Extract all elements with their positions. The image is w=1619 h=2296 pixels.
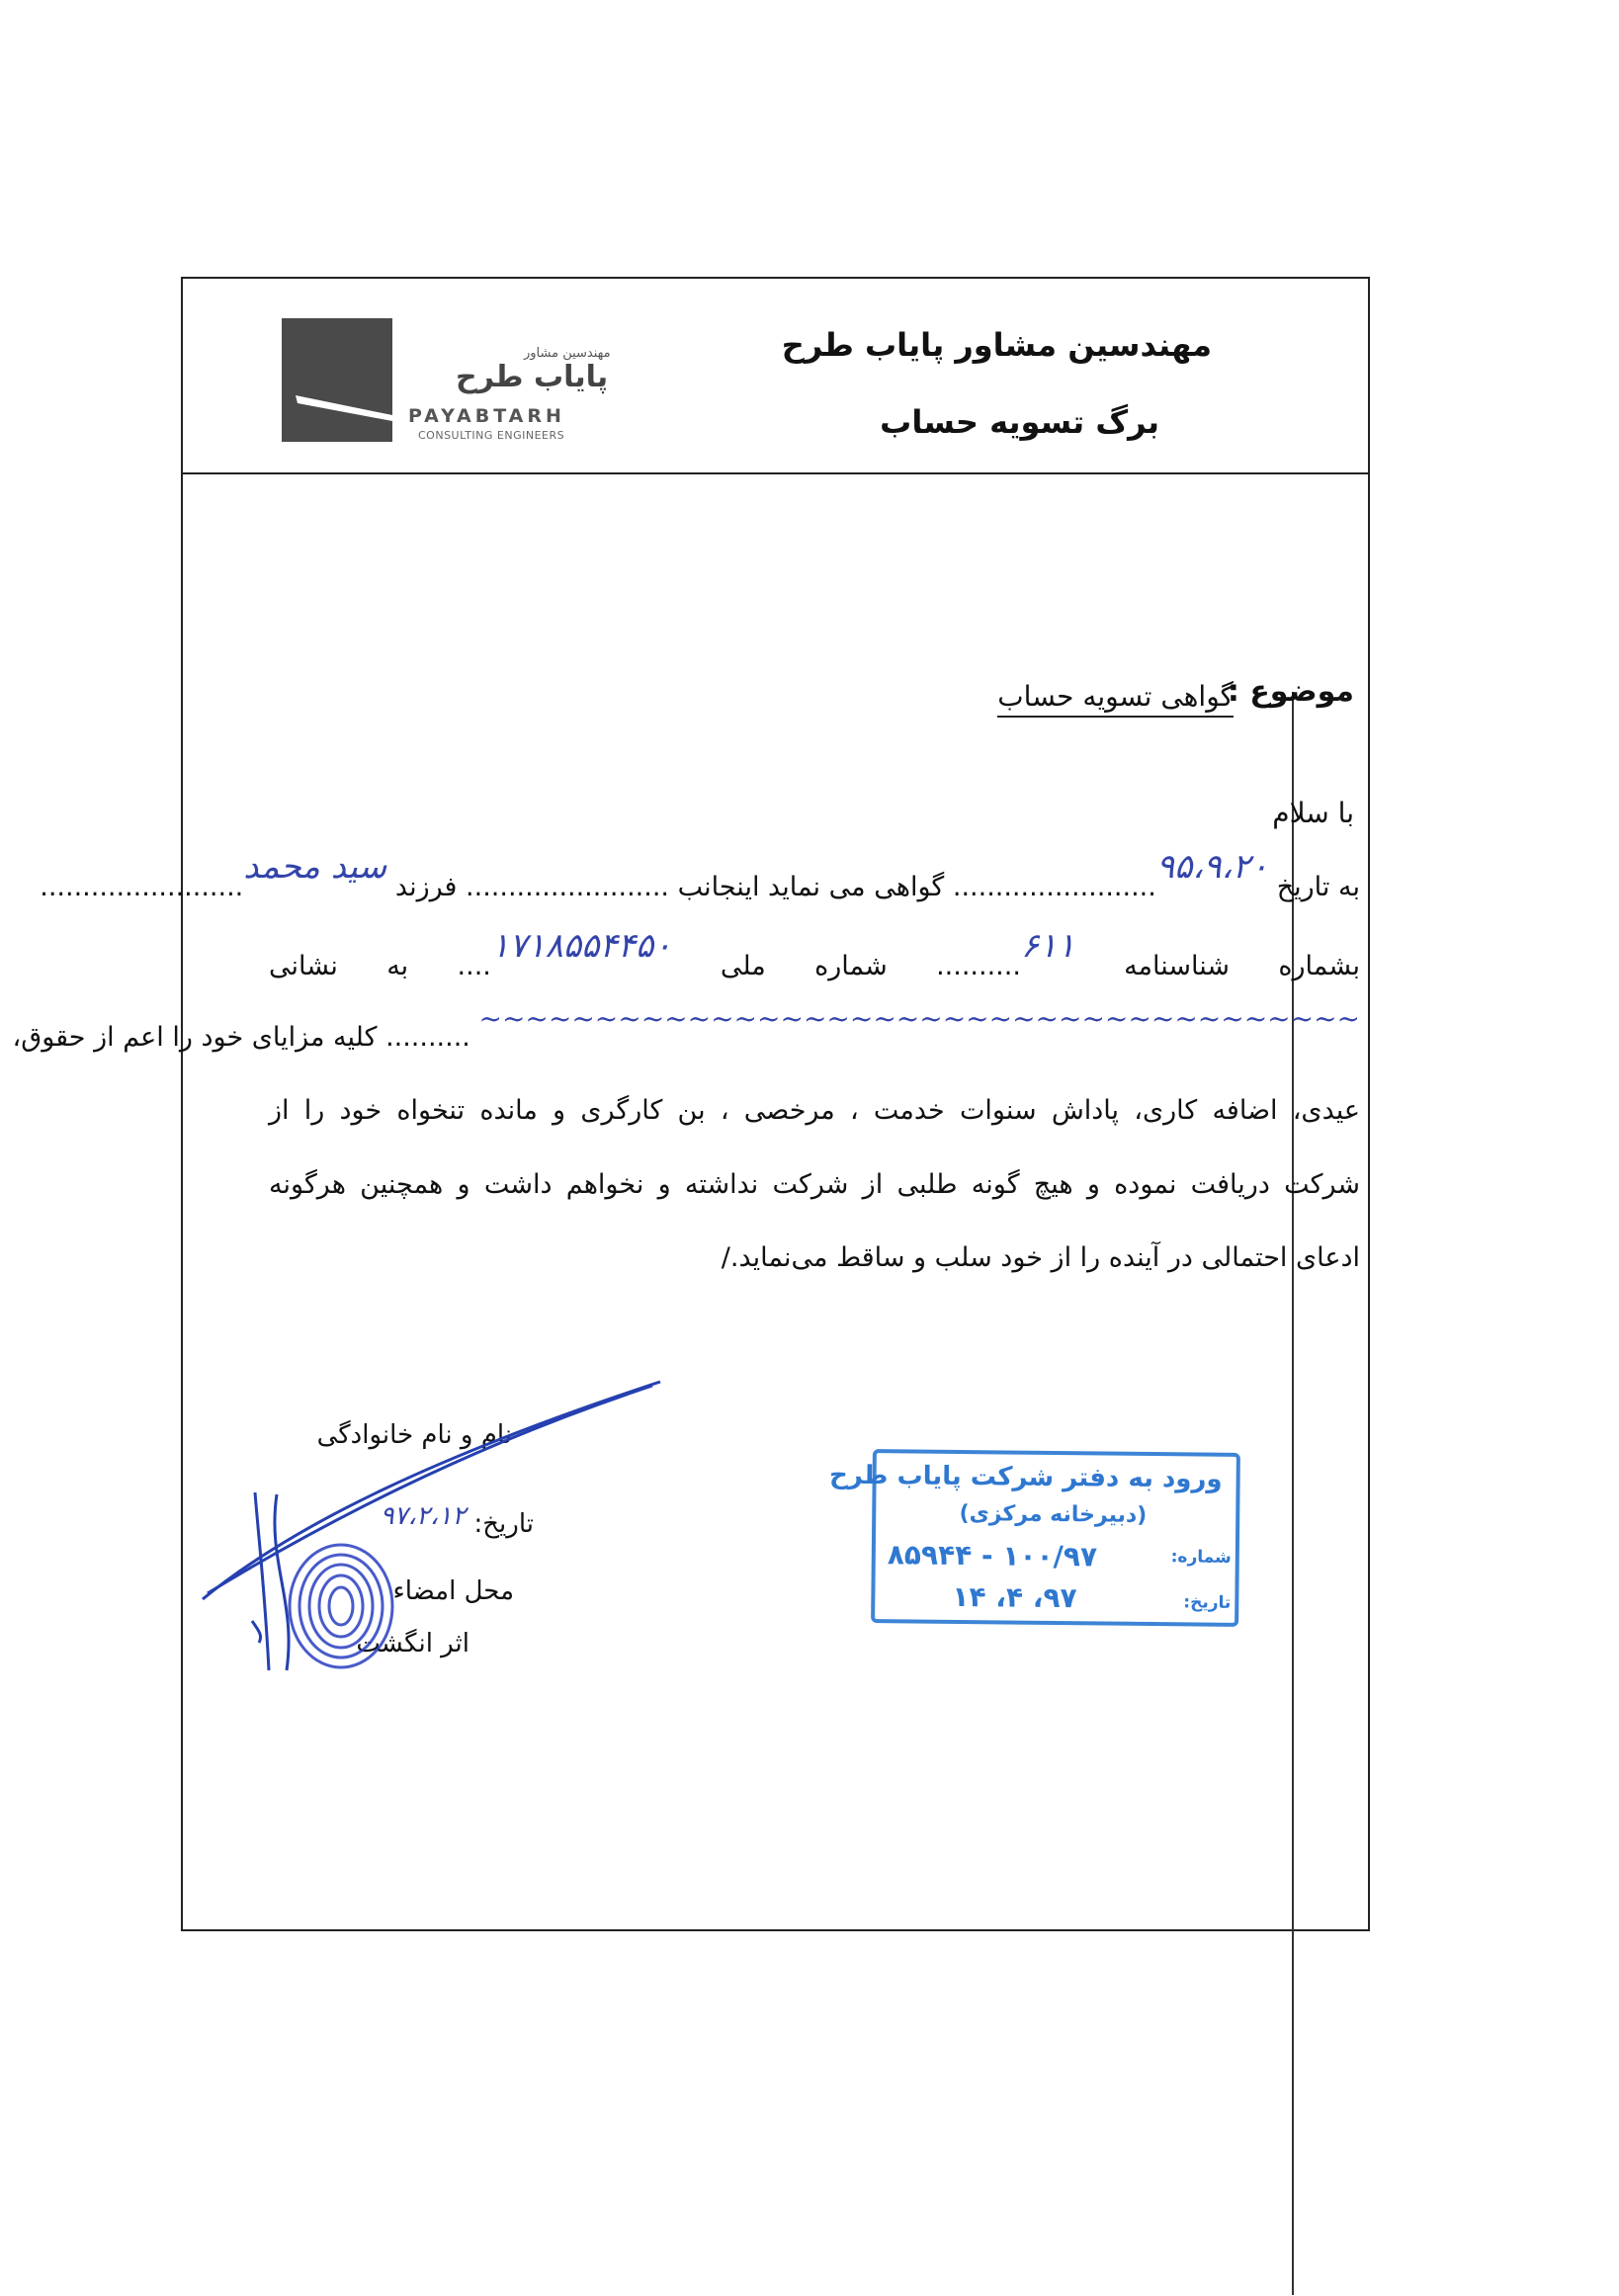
address-label: به نشانی (269, 951, 409, 981)
stamp-date-value: ۹۷، ۴، ۱۴ (952, 1579, 1077, 1615)
company-logo (282, 318, 638, 447)
office-entry-stamp (828, 1449, 1240, 1627)
logo-persian-subtitle: مهندسین مشاور (524, 346, 611, 361)
logo-mark-icon (282, 318, 392, 442)
name-field: ........................ (466, 872, 670, 902)
greeting: با سلام (1272, 797, 1354, 829)
header-divider (181, 472, 1370, 474)
benefits-text: کلیه مزایای خود را اعم از حقوق، (12, 1022, 378, 1053)
certify-text: گواهی می نماید اینجانب (677, 872, 945, 902)
id-number-label: بشماره شناسنامه (1124, 951, 1360, 981)
logo-persian-name: پایاب طرح (456, 360, 609, 394)
body-line-3 (12, 1002, 1360, 1053)
stamp-date-label: تاریخ: (1183, 1592, 1232, 1613)
father-name-field: سید محمد........................ (40, 847, 387, 902)
id-number-field: ۶۱۱.......... (936, 926, 1075, 981)
body-line-1 (40, 847, 1360, 904)
company-title: مهندسین مشاور پایاب طرح (781, 326, 1212, 364)
scan-artifact-line (1292, 692, 1294, 2295)
subject-value: گواهی تسویه حساب (997, 680, 1234, 718)
handwritten-id-number: ۶۱۱ (1020, 926, 1075, 966)
body-line-6: ادعای احتمالی در آینده را از خود سلب و ساقط می‌نماید./ (721, 1242, 1360, 1273)
signature-date-label: تاریخ: (473, 1509, 534, 1539)
fingerprint-label: اثر انگشت (356, 1629, 469, 1658)
body-line-5: شرکت دریافت نموده و هیچ گونه طلبی از شرکت نداشته و نخواهم داشت و همچنین هرگونه (269, 1169, 1360, 1200)
stamp-subtitle: (دبیرخانه مرکزی) (959, 1500, 1148, 1528)
signature-place-label: محل امضاء (392, 1576, 514, 1606)
logo-english-name: PAYABTARH (408, 405, 565, 427)
signature-date (380, 1501, 534, 1539)
stamp-number-value: ۱۰۰/۹۷ - ۸۵۹۴۴ (887, 1538, 1098, 1573)
logo-english-subtitle: CONSULTING ENGINEERS (418, 429, 565, 442)
stamp-number-label: شماره: (1170, 1547, 1232, 1568)
child-of-label: فرزند (394, 872, 458, 902)
handwritten-national-id: ۱۷۱۸۵۵۴۴۵۰ (490, 926, 672, 966)
body-line-4: عیدی، اضافه کاری، پاداش سنوات خدمت ، مرخصی ، بن کارگری و مانده تنخواه خود را از (269, 1095, 1360, 1126)
stamp-title: ورود به دفتر شرکت پایاب طرح (828, 1460, 1223, 1494)
subject-label: موضوع : (1227, 674, 1354, 709)
handwritten-date: ۹۵،۹،۲۰ (1155, 847, 1269, 887)
date-label: به تاریخ (1276, 872, 1360, 902)
handwritten-signature-date: ۹۷،۲،۱۲ (380, 1501, 467, 1531)
address-field: .......... (385, 1022, 470, 1053)
full-name-label: نام و نام خانوادگی (316, 1420, 512, 1450)
national-id-field: ۱۷۱۸۵۵۴۴۵۰.... (457, 926, 672, 981)
handwritten-father-name: سید محمد (243, 847, 387, 887)
form-title: برگ تسویه حساب (880, 403, 1159, 441)
national-id-label: شماره ملی (720, 951, 888, 981)
date-field: ۹۵،۹،۲۰........................ (952, 847, 1269, 902)
body-line-2 (269, 926, 1360, 983)
handwritten-address: ~~~~~~~~~~~~~~~~~~~~~~~~~~~~~~~~~~~~~~ (478, 1002, 1360, 1035)
